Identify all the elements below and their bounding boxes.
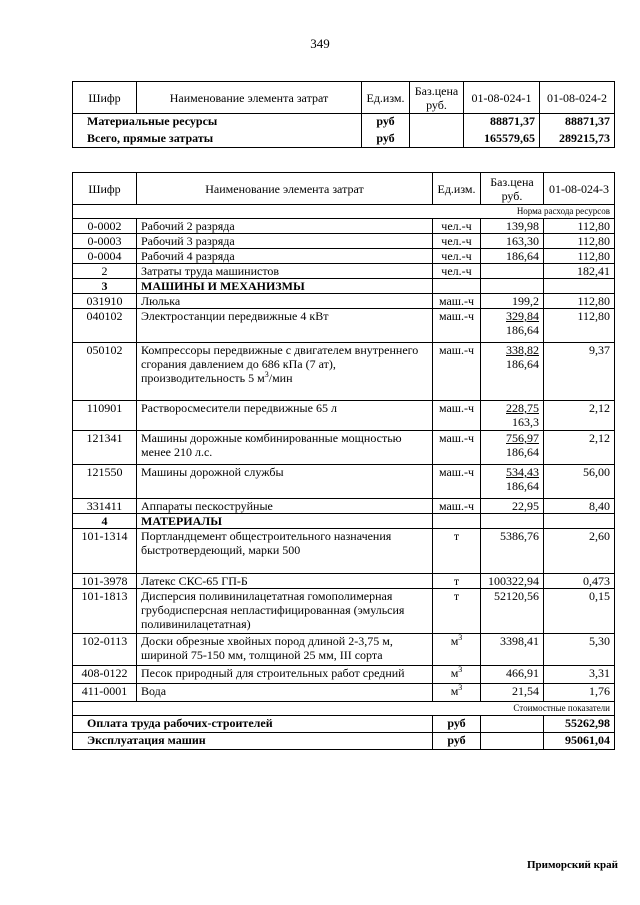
table-header-row <box>73 173 615 205</box>
row-code: 040102 <box>73 309 137 343</box>
base-price-value: 3398,41 <box>500 634 539 648</box>
row-norm-value: 2,60 <box>544 529 615 574</box>
row-unit: т <box>433 529 481 574</box>
row-code: 0-0003 <box>73 234 137 249</box>
base-price-value: 199,2 <box>512 294 539 308</box>
row-base-price <box>481 666 544 684</box>
row-unit <box>433 666 481 684</box>
table-row <box>73 431 615 465</box>
row-name: Машины дорожные комбинированные мощностью менее 210 л.с. <box>137 431 433 465</box>
row-base-price <box>481 529 544 574</box>
row-norm-value: 2,12 <box>544 401 615 431</box>
row-unit: чел.-ч <box>433 249 481 264</box>
header-base-price: Баз.цена руб. <box>410 82 464 114</box>
row-code: 121550 <box>73 465 137 499</box>
row-base-price <box>481 279 544 294</box>
norm-label: Норма расхода ресурсов <box>73 205 615 219</box>
header-column: 01-08-024-3 <box>544 173 615 205</box>
row-code: 331411 <box>73 499 137 514</box>
row-unit <box>433 514 481 529</box>
page-number: 349 <box>310 36 330 51</box>
header-code: Шифр <box>73 173 137 205</box>
row-norm-value: 8,40 <box>544 499 615 514</box>
table-row <box>73 574 615 589</box>
table-row <box>73 499 615 514</box>
row-unit: т <box>433 589 481 634</box>
row-unit-superscript: 3 <box>458 665 463 674</box>
row-norm-value: 56,00 <box>544 465 615 499</box>
row-code: 101-3978 <box>73 574 137 589</box>
row-norm-value: 112,80 <box>544 309 615 343</box>
row-name: Рабочий 2 разряда <box>137 219 433 234</box>
table-row <box>73 529 615 574</box>
table-row <box>73 279 615 294</box>
base-price-secondary: 186,64 <box>506 479 539 493</box>
row-base-price <box>481 634 544 666</box>
row-base-price <box>481 589 544 634</box>
row-name: Электростанции передвижные 4 кВт <box>137 309 433 343</box>
table-row <box>73 294 615 309</box>
row-norm-value: 3,31 <box>544 666 615 684</box>
row-norm-value: 112,80 <box>544 294 615 309</box>
table-row <box>73 401 615 431</box>
row-base-price <box>481 499 544 514</box>
row-unit: маш.-ч <box>433 294 481 309</box>
table-row <box>73 343 615 401</box>
row-unit: маш.-ч <box>433 431 481 465</box>
base-price-secondary: 186,64 <box>506 357 539 371</box>
row-base-price <box>481 684 544 702</box>
base-price-value: 466,91 <box>506 666 539 680</box>
row-unit: чел.-ч <box>433 234 481 249</box>
row-name: Всего, прямые затраты <box>73 131 362 148</box>
header-name: Наименование элемента затрат <box>137 173 433 205</box>
row-base-price <box>481 249 544 264</box>
row-base-price <box>481 294 544 309</box>
row-unit: т <box>433 574 481 589</box>
base-price-secondary: 186,64 <box>506 323 539 337</box>
row-unit: чел.-ч <box>433 264 481 279</box>
row-base-price <box>481 465 544 499</box>
header-column-2: 01-08-024-2 <box>540 82 615 114</box>
table-row <box>73 465 615 499</box>
row-code: 4 <box>73 514 137 529</box>
resources-table <box>72 172 615 750</box>
row-norm-value: 112,80 <box>544 234 615 249</box>
table-row: Материальные ресурсы руб 88871,37 88871,37 <box>73 114 615 131</box>
row-norm-value: 2,12 <box>544 431 615 465</box>
total-row: Оплата труда рабочих-строителей руб 55262,98 <box>73 716 615 733</box>
row-name: Рабочий 4 разряда <box>137 249 433 264</box>
row-code: 0-0002 <box>73 219 137 234</box>
base-price-value: 756,97 <box>506 431 539 445</box>
row-unit: маш.-ч <box>433 499 481 514</box>
row-base-price <box>481 431 544 465</box>
row-name: Материальные ресурсы <box>73 114 362 131</box>
header-column-1: 01-08-024-1 <box>464 82 540 114</box>
base-price-value: 100322,94 <box>488 574 539 588</box>
row-name: Растворосмесители передвижные 65 л <box>137 401 433 431</box>
row-base-price <box>481 574 544 589</box>
row-norm-value <box>544 279 615 294</box>
header-unit: Ед.изм. <box>362 82 410 114</box>
table-row: Всего, прямые затраты руб 165579,65 289215,73 <box>73 131 615 148</box>
row-unit <box>433 684 481 702</box>
table-header-row <box>73 82 615 114</box>
table-row <box>73 234 615 249</box>
table-row <box>73 264 615 279</box>
row-code: 110901 <box>73 401 137 431</box>
row-code: 411-0001 <box>73 684 137 702</box>
table-row <box>73 514 615 529</box>
row-name: Портландцемент общестроительного назначения быстротвердеющий, марки 500 <box>137 529 433 574</box>
row-code: 408-0122 <box>73 666 137 684</box>
table-row <box>73 589 615 634</box>
norm-label-row <box>73 205 615 219</box>
table-row <box>73 309 615 343</box>
base-price-value: 228,75 <box>506 401 539 415</box>
table-row <box>73 684 615 702</box>
header-name: Наименование элемента затрат <box>137 82 362 114</box>
row-code: 101-1813 <box>73 589 137 634</box>
summary-table <box>72 81 615 148</box>
cost-label-row <box>73 702 615 716</box>
row-unit: маш.-ч <box>433 465 481 499</box>
row-unit-text: м <box>450 684 459 698</box>
row-unit-text: м <box>450 634 459 648</box>
row-name: МАТЕРИАЛЫ <box>137 514 433 529</box>
row-base-price <box>481 514 544 529</box>
row-norm-value: 0,473 <box>544 574 615 589</box>
row-name: Рабочий 3 разряда <box>137 234 433 249</box>
base-price-value: 5386,76 <box>500 529 539 543</box>
row-name: Люлька <box>137 294 433 309</box>
row-norm-value: 0,15 <box>544 589 615 634</box>
row-norm-value: 9,37 <box>544 343 615 401</box>
row-name-text: Компрессоры передвижные с двигателем внутреннего сгорания давлением до 686 кПа (7 ат), производительность 5 м <box>141 343 419 385</box>
cost-label: Стоимостные показатели <box>73 702 615 716</box>
base-price-value: 534,43 <box>506 465 539 479</box>
table-row <box>73 634 615 666</box>
row-unit <box>433 279 481 294</box>
row-code: 2 <box>73 264 137 279</box>
row-base-price <box>481 309 544 343</box>
row-code: 050102 <box>73 343 137 401</box>
row-name-tail: /мин <box>268 371 293 385</box>
base-price-secondary: 186,64 <box>506 445 539 459</box>
row-base-price <box>481 219 544 234</box>
row-norm-value <box>544 514 615 529</box>
resources-body <box>73 219 615 702</box>
row-name: Песок природный для строительных работ средний <box>137 666 433 684</box>
base-price-value: 139,98 <box>506 219 539 233</box>
row-unit-superscript: 3 <box>458 633 463 642</box>
header-base-price: Баз.цена руб. <box>481 173 544 205</box>
row-code: 031910 <box>73 294 137 309</box>
base-price-value: 163,30 <box>506 234 539 248</box>
row-name: Латекс СКС-65 ГП-Б <box>137 574 433 589</box>
base-price-value: 21,54 <box>512 684 539 698</box>
base-price-secondary: 163,3 <box>512 415 539 429</box>
row-name: Дисперсия поливинилацетатная гомополимерная грубодисперсная непластифицированная (эмульсия поливинилацетатная) <box>137 589 433 634</box>
table-row <box>73 219 615 234</box>
row-name: МАШИНЫ И МЕХАНИЗМЫ <box>137 279 433 294</box>
row-code: 101-1314 <box>73 529 137 574</box>
total-name: Эксплуатация машин <box>73 733 433 750</box>
row-norm-value: 1,76 <box>544 684 615 702</box>
total-row: Эксплуатация машин руб 95061,04 <box>73 733 615 750</box>
row-code: 3 <box>73 279 137 294</box>
row-norm-value: 182,41 <box>544 264 615 279</box>
row-code: 121341 <box>73 431 137 465</box>
header-code: Шифр <box>73 82 137 114</box>
row-base-price <box>481 401 544 431</box>
base-price-value: 186,64 <box>506 249 539 263</box>
header-unit: Ед.изм. <box>433 173 481 205</box>
row-norm-value: 112,80 <box>544 249 615 264</box>
row-unit: чел.-ч <box>433 219 481 234</box>
row-unit: маш.-ч <box>433 401 481 431</box>
row-name <box>137 343 433 401</box>
row-base-price <box>481 264 544 279</box>
row-norm-value: 112,80 <box>544 219 615 234</box>
row-unit: маш.-ч <box>433 309 481 343</box>
base-price-value: 52120,56 <box>494 589 539 603</box>
row-unit <box>433 634 481 666</box>
row-unit: маш.-ч <box>433 343 481 401</box>
base-price-value: 338,82 <box>506 343 539 357</box>
row-base-price <box>481 234 544 249</box>
base-price-value: 22,95 <box>512 499 539 513</box>
row-name: Вода <box>137 684 433 702</box>
row-code: 102-0113 <box>73 634 137 666</box>
row-unit-text: м <box>450 666 459 680</box>
row-name-superscript: 3 <box>264 370 269 379</box>
table-row <box>73 249 615 264</box>
row-name: Доски обрезные хвойных пород длиной 2-3,75 м, шириной 75-150 мм, толщиной 25 мм, III сорта <box>137 634 433 666</box>
row-norm-value: 5,30 <box>544 634 615 666</box>
row-base-price <box>481 343 544 401</box>
base-price-value: 329,84 <box>506 309 539 323</box>
row-name: Машины дорожной службы <box>137 465 433 499</box>
row-code: 0-0004 <box>73 249 137 264</box>
region-footer: Приморский край <box>527 859 618 871</box>
row-name: Затраты труда машинистов <box>137 264 433 279</box>
total-name: Оплата труда рабочих-строителей <box>73 716 433 733</box>
table-row <box>73 666 615 684</box>
row-unit-superscript: 3 <box>458 683 463 692</box>
row-name: Аппараты пескоструйные <box>137 499 433 514</box>
